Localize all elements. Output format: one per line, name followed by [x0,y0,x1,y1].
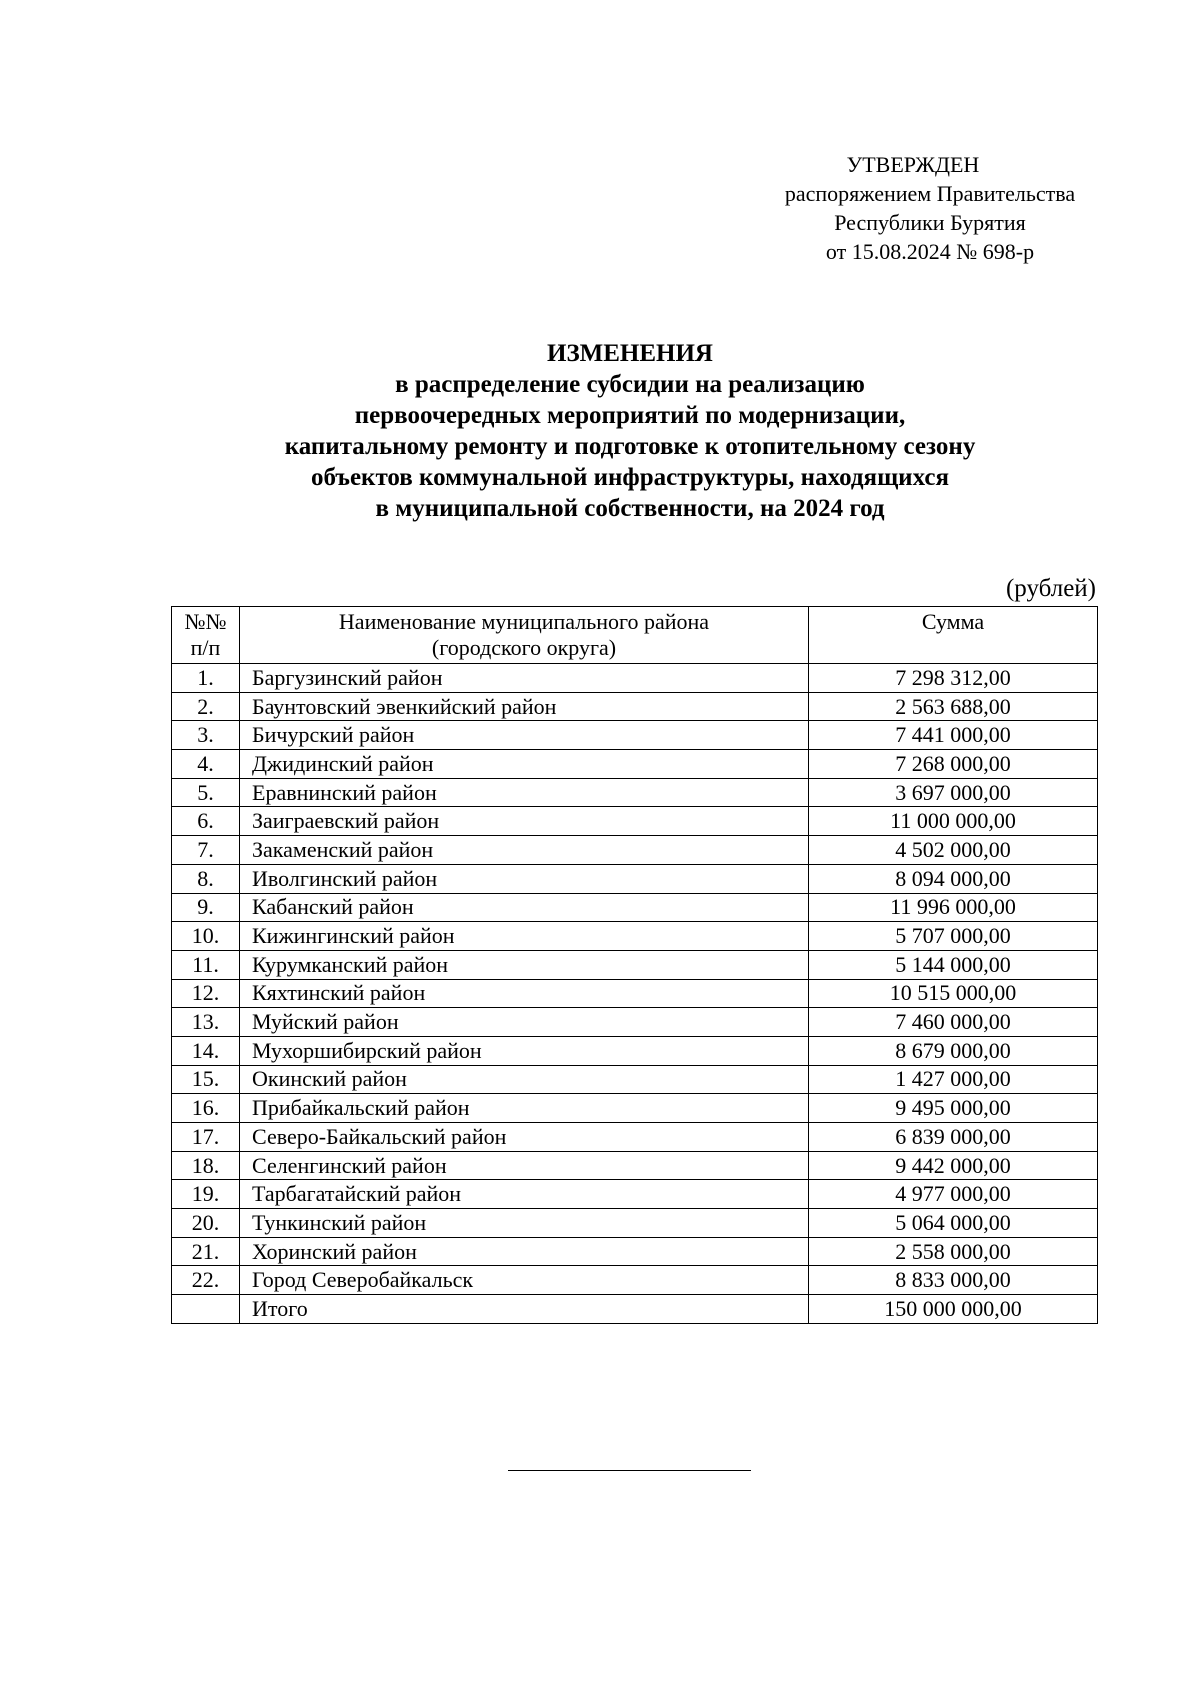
row-district: Кяхтинский район [240,979,809,1008]
row-sum: 6 839 000,00 [809,1123,1098,1152]
table-row [172,778,1098,807]
row-district: Баргузинский район [240,664,809,693]
row-district: Закаменский район [240,836,809,865]
approval-authority: распоряжением Правительства [784,181,1076,206]
title-line: первоочередных мероприятий по модернизации, [354,402,906,429]
row-number: 13. [172,1008,240,1037]
row-sum: 8 679 000,00 [809,1036,1098,1065]
row-sum: 7 460 000,00 [809,1008,1098,1037]
unit-note: (рублей) [1005,575,1096,602]
row-number: 2. [172,692,240,721]
table-row [172,692,1098,721]
row-number: 4. [172,750,240,779]
total-label: Итого [240,1295,809,1324]
row-sum: 7 441 000,00 [809,721,1098,750]
subsidy-table [171,606,1098,1324]
row-district: Курумканский район [240,950,809,979]
total-number [172,1295,240,1324]
table-header-row [172,607,1098,664]
row-sum: 11 996 000,00 [809,893,1098,922]
row-number: 14. [172,1036,240,1065]
row-number: 21. [172,1237,240,1266]
row-number: 1. [172,664,240,693]
row-sum: 9 442 000,00 [809,1151,1098,1180]
row-sum: 10 515 000,00 [809,979,1098,1008]
row-number: 16. [172,1094,240,1123]
row-district: Иволгинский район [240,864,809,893]
row-district: Хоринский район [240,1237,809,1266]
row-district: Заиграевский район [240,807,809,836]
row-sum: 5 144 000,00 [809,950,1098,979]
table-row [172,1008,1098,1037]
row-district: Тункинский район [240,1209,809,1238]
row-sum: 1 427 000,00 [809,1065,1098,1094]
row-sum: 5 064 000,00 [809,1209,1098,1238]
table-row [172,1036,1098,1065]
table-row [172,664,1098,693]
row-number: 10. [172,922,240,951]
row-number: 22. [172,1266,240,1295]
row-sum: 2 563 688,00 [809,692,1098,721]
header-name [240,607,809,664]
row-district: Муйский район [240,1008,809,1037]
row-sum: 8 833 000,00 [809,1266,1098,1295]
row-number: 6. [172,807,240,836]
row-sum: 5 707 000,00 [809,922,1098,951]
row-sum: 4 977 000,00 [809,1180,1098,1209]
row-number: 12. [172,979,240,1008]
header-number-line2: п/п [190,635,221,660]
row-sum: 4 502 000,00 [809,836,1098,865]
approval-republic: Республики Бурятия [834,210,1026,235]
table-row [172,1151,1098,1180]
row-number: 17. [172,1123,240,1152]
row-number: 20. [172,1209,240,1238]
table-row [172,1094,1098,1123]
row-district: Тарбагатайский район [240,1180,809,1209]
table-row [172,836,1098,865]
row-sum: 7 268 000,00 [809,750,1098,779]
header-number [172,607,240,664]
row-district: Селенгинский район [240,1151,809,1180]
row-district: Еравнинский район [240,778,809,807]
row-sum: 2 558 000,00 [809,1237,1098,1266]
row-number: 9. [172,893,240,922]
row-district: Прибайкальский район [240,1094,809,1123]
row-district: Мухоршибирский район [240,1036,809,1065]
table-row [172,1065,1098,1094]
row-district: Город Северобайкальск [240,1266,809,1295]
row-sum: 3 697 000,00 [809,778,1098,807]
table-row [172,950,1098,979]
table-row [172,1180,1098,1209]
approval-stamp-title: УТВЕРЖДЕН [846,152,980,177]
row-number: 8. [172,864,240,893]
row-number: 7. [172,836,240,865]
header-sum-label: Сумма [921,609,985,634]
table-row [172,1123,1098,1152]
row-sum: 8 094 000,00 [809,864,1098,893]
total-row [172,1295,1098,1324]
row-number: 11. [172,950,240,979]
table-row [172,1266,1098,1295]
row-district: Северо-Байкальский район [240,1123,809,1152]
row-number: 5. [172,778,240,807]
row-district: Кабанский район [240,893,809,922]
row-sum: 11 000 000,00 [809,807,1098,836]
row-district: Бичурский район [240,721,809,750]
table-row [172,721,1098,750]
document-title [170,338,1090,524]
row-sum: 7 298 312,00 [809,664,1098,693]
title-line: в муниципальной собственности, на 2024 год [375,495,885,522]
table-row [172,1209,1098,1238]
row-district: Баунтовский эвенкийский район [240,692,809,721]
row-number: 18. [172,1151,240,1180]
table-row [172,979,1098,1008]
approval-block [740,150,1120,266]
table-row [172,1237,1098,1266]
table-row [172,922,1098,951]
row-number: 19. [172,1180,240,1209]
row-district: Кижингинский район [240,922,809,951]
row-district: Окинский район [240,1065,809,1094]
title-line: капитальному ремонту и подготовке к отопительному сезону [284,433,976,460]
header-name-line1: Наименование муниципального района [338,609,710,634]
table-row [172,893,1098,922]
title-line: в распределение субсидии на реализацию [395,371,865,398]
row-sum: 9 495 000,00 [809,1094,1098,1123]
header-number-line1: №№ [184,609,227,634]
total-sum: 150 000 000,00 [809,1295,1098,1324]
title-heading: ИЗМЕНЕНИЯ [547,340,713,367]
header-name-line2: (городского округа) [431,635,617,660]
header-sum [809,607,1098,664]
table-row [172,864,1098,893]
row-number: 3. [172,721,240,750]
table-body [172,664,1098,1324]
row-number: 15. [172,1065,240,1094]
row-district: Джидинский район [240,750,809,779]
approval-date-number: от 15.08.2024 № 698-р [825,239,1035,264]
table-row [172,750,1098,779]
title-line: объектов коммунальной инфраструктуры, находящихся [311,464,949,491]
closing-rule [508,1470,751,1471]
table-row [172,807,1098,836]
